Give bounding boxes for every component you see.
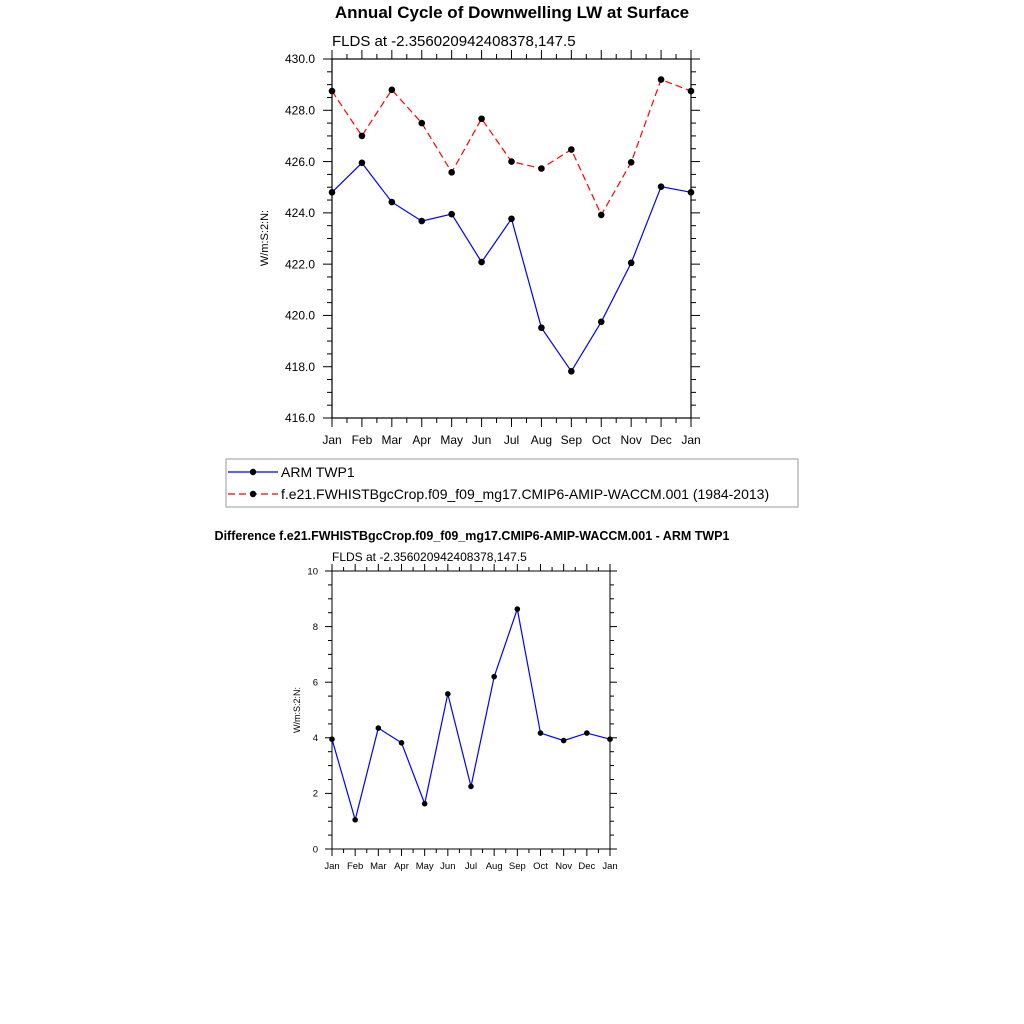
chart1-subtitle: FLDS at -2.356020942408378,147.5 (332, 33, 576, 50)
legend-marker-arm (250, 469, 256, 475)
chart1-plot-frame (332, 59, 691, 418)
series-0-point (352, 817, 358, 823)
annual-cycle-chart (226, 3, 798, 507)
y-tick-label: 420.0 (284, 308, 315, 323)
chart2-title: Difference f.e21.FWHISTBgcCrop.f09_f09_mg17.CMIP6-AMIP-WACCM.001 - ARM TWP1 (214, 529, 730, 543)
series-0-point (418, 218, 425, 225)
chart1-ticks (323, 50, 700, 427)
series-1-point (389, 86, 396, 93)
series-0-point (389, 199, 396, 206)
y-tick-label: 418.0 (284, 359, 315, 374)
x-tick-label: Oct (533, 861, 548, 872)
series-1-point (568, 146, 575, 153)
y-tick-label: 428.0 (284, 103, 315, 118)
series-1-point (418, 120, 425, 127)
y-tick-label: 8 (312, 621, 318, 633)
y-tick-label: 430.0 (284, 52, 315, 67)
series-0-point (478, 259, 485, 266)
series-1-point (448, 169, 455, 176)
series-1-point (598, 212, 605, 219)
series-0-point (359, 160, 366, 167)
y-tick-label: 426.0 (284, 154, 315, 169)
series-1-point (329, 88, 336, 95)
y-tick-label: 10 (307, 566, 318, 578)
x-tick-label: Jan (602, 861, 618, 872)
x-tick-label: Aug (530, 433, 553, 447)
chart1-series (329, 76, 695, 374)
chart1-title: Annual Cycle of Downwelling LW at Surface (334, 3, 690, 22)
legend-marker-model (250, 491, 256, 497)
series-0-point (515, 606, 521, 612)
chart2-ticks (325, 564, 617, 856)
x-tick-label: Sep (508, 861, 526, 872)
series-0-point (376, 725, 382, 731)
x-tick-label: Sep (560, 433, 583, 447)
series-1-point (628, 159, 635, 166)
series-0-point (561, 738, 567, 744)
series-0-point (538, 730, 544, 736)
series-1-point (359, 133, 366, 140)
x-tick-label: May (415, 861, 434, 872)
chart1-ylabel: W/m:S:2:N: (259, 209, 271, 267)
series-0-point (688, 189, 695, 196)
x-tick-label: Apr (412, 433, 432, 447)
y-tick-label: 6 (312, 677, 318, 689)
series-0-point (329, 189, 336, 196)
x-tick-label: Jul (503, 433, 520, 447)
x-tick-label: Apr (394, 861, 409, 872)
x-tick-label: Mar (381, 433, 403, 447)
legend-label-arm: ARM TWP1 (281, 464, 355, 480)
x-tick-label: Jul (464, 861, 478, 872)
x-tick-label: Jun (440, 861, 456, 872)
y-tick-label: 2 (312, 788, 318, 800)
y-tick-label: 424.0 (284, 206, 315, 221)
x-tick-label: Jan (322, 433, 342, 447)
series-0-point (508, 215, 515, 222)
series-0-point (538, 324, 545, 331)
chart2-tick-labels (307, 566, 617, 872)
series-line-0 (332, 163, 691, 371)
series-1-point (478, 115, 485, 122)
y-tick-label: 0 (312, 844, 318, 856)
x-tick-label: May (440, 433, 464, 447)
series-0-point (422, 801, 428, 807)
series-0-point (598, 319, 605, 326)
series-0-point (607, 736, 613, 742)
x-tick-label: Feb (346, 861, 364, 872)
y-tick-label: 416.0 (284, 411, 315, 426)
series-0-point (568, 368, 575, 375)
x-tick-label: Jan (324, 861, 340, 872)
series-1-point (688, 88, 695, 95)
series-0-point (445, 691, 451, 697)
x-tick-label: Nov (620, 433, 642, 447)
chart2-subtitle: FLDS at -2.356020942408378,147.5 (332, 550, 527, 564)
chart2-ylabel: W/m:S:2:N: (292, 686, 302, 734)
series-0-point (658, 183, 665, 190)
series-0-point (628, 260, 635, 267)
x-tick-label: Nov (555, 861, 573, 872)
series-0-point (448, 211, 455, 218)
series-1-point (658, 76, 665, 83)
x-tick-label: Aug (485, 861, 503, 872)
chart2-plot-frame (332, 571, 610, 849)
series-1-point (508, 158, 515, 165)
series-1-point (538, 165, 545, 172)
x-tick-label: Dec (578, 861, 596, 872)
series-0-point (491, 674, 497, 680)
series-0-point (329, 736, 335, 742)
x-tick-label: Jan (681, 433, 701, 447)
y-tick-label: 4 (312, 733, 318, 745)
chart2-series (329, 606, 613, 822)
x-tick-label: Jun (471, 433, 492, 447)
legend-label-model: f.e21.FWHISTBgcCrop.f09_f09_mg17.CMIP6-AMIP-WACCM.001 (1984-2013) (281, 486, 770, 502)
x-tick-label: Feb (351, 433, 373, 447)
x-tick-label: Oct (591, 433, 611, 447)
x-tick-label: Dec (650, 433, 672, 447)
chart1-legend (226, 459, 798, 507)
y-tick-label: 422.0 (284, 257, 315, 272)
x-tick-label: Mar (370, 861, 387, 872)
series-0-point (399, 740, 405, 746)
chart1-tick-labels (285, 52, 701, 447)
series-0-point (584, 730, 590, 736)
difference-chart (215, 529, 730, 872)
series-0-point (468, 784, 474, 790)
